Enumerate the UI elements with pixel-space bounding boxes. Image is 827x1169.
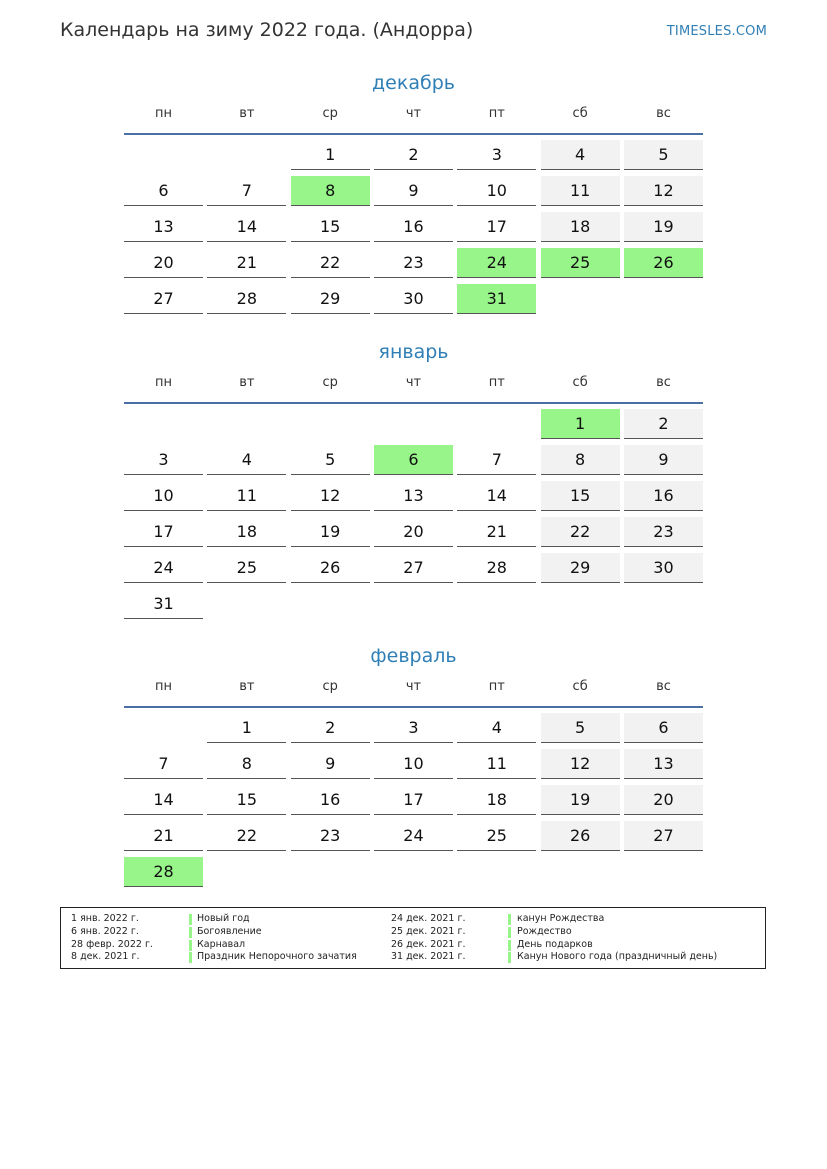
weekday-label: пн bbox=[155, 375, 172, 390]
day-cell: 23 bbox=[374, 248, 453, 278]
weekend-day-cell: 22 bbox=[541, 517, 620, 547]
day-cell: 1 bbox=[291, 140, 370, 170]
weekend-day-cell: 5 bbox=[624, 140, 703, 170]
day-cell: 25 bbox=[457, 821, 536, 851]
day-cell: 17 bbox=[374, 785, 453, 815]
holiday-day-cell: 31 bbox=[457, 284, 536, 314]
weekday-label: пн bbox=[155, 679, 172, 694]
weekend-day-cell: 12 bbox=[541, 749, 620, 779]
holiday-day-cell: 28 bbox=[124, 857, 203, 887]
legend-holiday-name: Рождество bbox=[517, 925, 572, 937]
month-title: декабрь bbox=[372, 72, 455, 94]
weekday-label: пт bbox=[488, 679, 505, 694]
day-cell: 12 bbox=[291, 481, 370, 511]
day-cell: 28 bbox=[207, 284, 286, 314]
holiday-color-marker bbox=[508, 914, 511, 925]
weekend-day-cell: 4 bbox=[541, 140, 620, 170]
empty-day-cell bbox=[124, 140, 203, 170]
empty-day-cell bbox=[457, 409, 536, 439]
day-cell: 4 bbox=[457, 713, 536, 743]
holiday-legend bbox=[60, 907, 766, 969]
holiday-day-cell: 24 bbox=[457, 248, 536, 278]
day-cell: 11 bbox=[457, 749, 536, 779]
holiday-color-marker bbox=[508, 952, 511, 963]
header-rule bbox=[124, 402, 703, 404]
day-cell: 8 bbox=[207, 749, 286, 779]
day-cell: 22 bbox=[207, 821, 286, 851]
weekday-label: вт bbox=[239, 679, 255, 694]
empty-day-cell bbox=[124, 409, 203, 439]
day-cell: 24 bbox=[124, 553, 203, 583]
weekday-label: вт bbox=[239, 106, 255, 121]
day-cell: 16 bbox=[291, 785, 370, 815]
day-cell: 14 bbox=[457, 481, 536, 511]
weekend-day-cell: 30 bbox=[624, 553, 703, 583]
weekend-day-cell: 26 bbox=[541, 821, 620, 851]
legend-row bbox=[391, 939, 761, 952]
day-cell: 21 bbox=[457, 517, 536, 547]
empty-day-cell bbox=[207, 140, 286, 170]
weekday-header bbox=[124, 106, 703, 129]
weekday-label: вс bbox=[656, 375, 671, 390]
legend-row bbox=[391, 951, 761, 964]
day-cell: 9 bbox=[374, 176, 453, 206]
legend-date: 1 янв. 2022 г. bbox=[71, 913, 139, 924]
weekday-label: пн bbox=[155, 106, 172, 121]
weekday-label: ср bbox=[322, 106, 338, 121]
holiday-day-cell: 26 bbox=[624, 248, 703, 278]
site-link[interactable]: TIMESLES.COM bbox=[666, 24, 767, 39]
holiday-day-cell: 8 bbox=[291, 176, 370, 206]
day-cell: 18 bbox=[207, 517, 286, 547]
weekend-day-cell: 11 bbox=[541, 176, 620, 206]
month-february bbox=[124, 643, 703, 887]
day-cell: 21 bbox=[124, 821, 203, 851]
legend-holiday-name: Праздник Непорочного зачатия bbox=[197, 951, 357, 963]
weekend-day-cell: 29 bbox=[541, 553, 620, 583]
legend-row bbox=[71, 913, 381, 926]
day-cell: 17 bbox=[124, 517, 203, 547]
day-grid bbox=[124, 409, 703, 619]
weekend-day-cell: 8 bbox=[541, 445, 620, 475]
day-cell: 22 bbox=[291, 248, 370, 278]
day-cell: 13 bbox=[374, 481, 453, 511]
weekend-day-cell: 6 bbox=[624, 713, 703, 743]
legend-holiday-name: канун Рождества bbox=[517, 913, 605, 924]
day-cell: 29 bbox=[291, 284, 370, 314]
legend-row bbox=[391, 926, 761, 939]
weekend-day-cell: 12 bbox=[624, 176, 703, 206]
day-cell: 14 bbox=[207, 212, 286, 242]
legend-date: 8 дек. 2021 г. bbox=[71, 951, 140, 963]
weekday-header bbox=[124, 375, 703, 398]
empty-day-cell bbox=[374, 409, 453, 439]
page-title: Календарь на зиму 2022 года. (Андорра) bbox=[60, 19, 474, 41]
empty-day-cell bbox=[124, 713, 203, 743]
day-cell: 20 bbox=[124, 248, 203, 278]
weekend-day-cell: 20 bbox=[624, 785, 703, 815]
day-cell: 3 bbox=[124, 445, 203, 475]
holiday-day-cell: 1 bbox=[541, 409, 620, 439]
legend-row bbox=[71, 939, 381, 952]
legend-date: 24 дек. 2021 г. bbox=[391, 913, 466, 924]
weekday-label: вс bbox=[656, 679, 671, 694]
weekend-day-cell: 18 bbox=[541, 212, 620, 242]
day-cell: 10 bbox=[124, 481, 203, 511]
day-cell: 15 bbox=[207, 785, 286, 815]
weekend-day-cell: 23 bbox=[624, 517, 703, 547]
legend-holiday-name: День подарков bbox=[517, 938, 593, 950]
legend-date: 26 дек. 2021 г. bbox=[391, 938, 466, 950]
weekend-day-cell: 27 bbox=[624, 821, 703, 851]
day-cell: 27 bbox=[374, 553, 453, 583]
day-grid bbox=[124, 713, 703, 887]
day-cell: 4 bbox=[207, 445, 286, 475]
holiday-color-marker bbox=[508, 940, 511, 951]
month-title: февраль bbox=[370, 645, 457, 667]
day-cell: 21 bbox=[207, 248, 286, 278]
weekday-label: чт bbox=[405, 375, 422, 390]
day-cell: 10 bbox=[457, 176, 536, 206]
weekday-label: чт bbox=[405, 106, 422, 121]
day-cell: 31 bbox=[124, 589, 203, 619]
weekday-header bbox=[124, 679, 703, 702]
day-cell: 9 bbox=[291, 749, 370, 779]
legend-holiday-name: Канун Нового года (праздничный день) bbox=[517, 951, 718, 963]
day-cell: 23 bbox=[291, 821, 370, 851]
weekday-label: сб bbox=[572, 679, 588, 694]
weekday-label: вс bbox=[656, 106, 671, 121]
day-cell: 2 bbox=[374, 140, 453, 170]
weekend-day-cell: 13 bbox=[624, 749, 703, 779]
holiday-day-cell: 25 bbox=[541, 248, 620, 278]
day-cell: 19 bbox=[291, 517, 370, 547]
legend-row bbox=[71, 951, 381, 964]
month-january bbox=[124, 339, 703, 619]
weekday-label: пт bbox=[488, 375, 505, 390]
legend-date: 25 дек. 2021 г. bbox=[391, 925, 466, 937]
weekday-label: чт bbox=[405, 679, 422, 694]
legend-holiday-name: Богоявление bbox=[197, 925, 262, 937]
legend-column-right bbox=[391, 913, 761, 964]
day-cell: 18 bbox=[457, 785, 536, 815]
holiday-color-marker bbox=[189, 952, 192, 963]
day-cell: 10 bbox=[374, 749, 453, 779]
day-cell: 7 bbox=[207, 176, 286, 206]
day-cell: 17 bbox=[457, 212, 536, 242]
holiday-color-marker bbox=[189, 927, 192, 938]
holiday-day-cell: 6 bbox=[374, 445, 453, 475]
day-cell: 27 bbox=[124, 284, 203, 314]
weekday-label: ср bbox=[322, 375, 338, 390]
day-cell: 30 bbox=[374, 284, 453, 314]
day-cell: 20 bbox=[374, 517, 453, 547]
weekend-day-cell: 19 bbox=[541, 785, 620, 815]
empty-day-cell bbox=[291, 409, 370, 439]
weekend-day-cell: 19 bbox=[624, 212, 703, 242]
legend-row bbox=[391, 913, 761, 926]
legend-row bbox=[71, 926, 381, 939]
legend-column-left bbox=[71, 913, 381, 964]
day-cell: 26 bbox=[291, 553, 370, 583]
weekend-day-cell: 2 bbox=[624, 409, 703, 439]
day-cell: 2 bbox=[291, 713, 370, 743]
weekend-day-cell: 16 bbox=[624, 481, 703, 511]
empty-day-cell bbox=[207, 409, 286, 439]
holiday-color-marker bbox=[508, 927, 511, 938]
legend-holiday-name: Карнавал bbox=[197, 938, 246, 950]
weekend-day-cell: 15 bbox=[541, 481, 620, 511]
weekday-label: сб bbox=[572, 106, 588, 121]
day-cell: 1 bbox=[207, 713, 286, 743]
day-cell: 5 bbox=[291, 445, 370, 475]
day-cell: 11 bbox=[207, 481, 286, 511]
legend-date: 28 февр. 2022 г. bbox=[71, 938, 153, 950]
day-cell: 16 bbox=[374, 212, 453, 242]
weekend-day-cell: 5 bbox=[541, 713, 620, 743]
header-rule bbox=[124, 706, 703, 708]
day-cell: 25 bbox=[207, 553, 286, 583]
header-rule bbox=[124, 133, 703, 135]
month-december bbox=[124, 70, 703, 314]
weekday-label: пт bbox=[488, 106, 505, 121]
day-cell: 15 bbox=[291, 212, 370, 242]
legend-date: 31 дек. 2021 г. bbox=[391, 951, 466, 963]
legend-holiday-name: Новый год bbox=[197, 913, 250, 924]
day-grid bbox=[124, 140, 703, 314]
holiday-color-marker bbox=[189, 940, 192, 951]
day-cell: 13 bbox=[124, 212, 203, 242]
day-cell: 3 bbox=[374, 713, 453, 743]
weekday-label: сб bbox=[572, 375, 588, 390]
holiday-color-marker bbox=[189, 914, 192, 925]
weekend-day-cell: 9 bbox=[624, 445, 703, 475]
day-cell: 14 bbox=[124, 785, 203, 815]
legend-date: 6 янв. 2022 г. bbox=[71, 925, 139, 937]
weekday-label: ср bbox=[322, 679, 338, 694]
day-cell: 7 bbox=[124, 749, 203, 779]
day-cell: 3 bbox=[457, 140, 536, 170]
day-cell: 6 bbox=[124, 176, 203, 206]
day-cell: 7 bbox=[457, 445, 536, 475]
day-cell: 24 bbox=[374, 821, 453, 851]
month-title: январь bbox=[378, 341, 449, 363]
day-cell: 28 bbox=[457, 553, 536, 583]
weekday-label: вт bbox=[239, 375, 255, 390]
